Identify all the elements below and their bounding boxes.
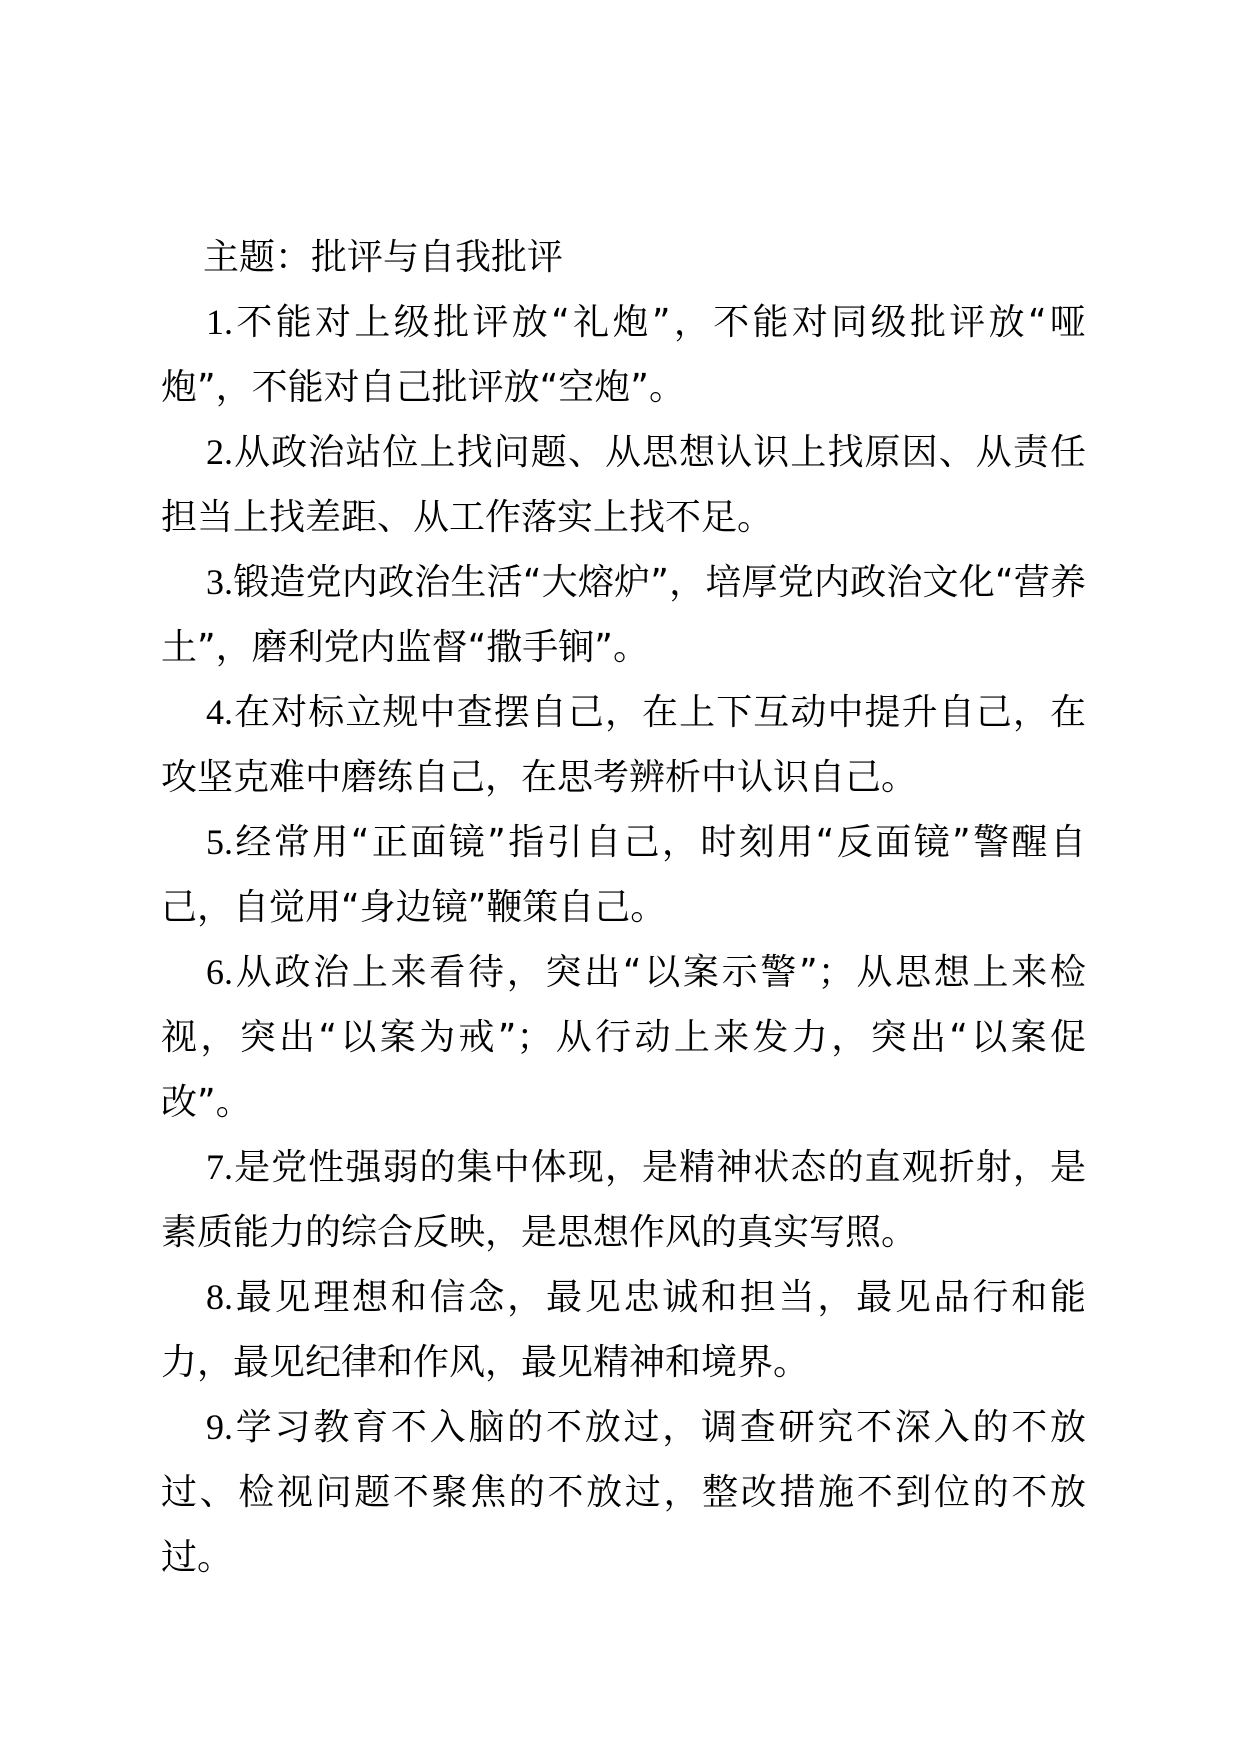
item-number: 5. xyxy=(206,822,233,862)
item-number: 8. xyxy=(206,1277,233,1317)
item-text: 在对标立规中查摆自己，在上下互动中提升自己，在攻坚克难中磨练自己，在思考辨析中认识自己。 xyxy=(161,692,1086,798)
list-item xyxy=(161,1135,1086,1265)
item-text: 从政治上来看待，突出“以案示警”；从思想上来检视，突出“以案为戒”；从行动上来发力，突出“以案促改”。 xyxy=(161,952,1086,1123)
item-text: 不能对上级批评放“礼炮”，不能对同级批评放“哑炮”，不能对自己批评放“空炮”。 xyxy=(161,302,1086,408)
list-item xyxy=(161,680,1086,810)
item-text: 学习教育不入脑的不放过，调查研究不深入的不放过、检视问题不聚焦的不放过，整改措施不到位的不放过。 xyxy=(161,1407,1086,1578)
item-number: 9. xyxy=(206,1407,233,1447)
item-text: 经常用“正面镜”指引自己，时刻用“反面镜”警醒自己，自觉用“身边镜”鞭策自己。 xyxy=(161,822,1086,928)
list-item xyxy=(161,1265,1086,1395)
item-number: 6. xyxy=(206,952,233,992)
item-text: 锻造党内政治生活“大熔炉”，培厚党内政治文化“营养土”，磨利党内监督“撒手锏”。 xyxy=(161,562,1086,668)
item-number: 4. xyxy=(206,692,233,732)
list-item xyxy=(161,290,1086,420)
item-number: 1. xyxy=(206,302,233,342)
item-text: 最见理想和信念，最见忠诚和担当，最见品行和能力，最见纪律和作风，最见精神和境界。 xyxy=(161,1277,1086,1383)
list-item xyxy=(161,550,1086,680)
item-number: 7. xyxy=(206,1147,233,1187)
item-number: 2. xyxy=(206,432,233,472)
item-number: 3. xyxy=(206,562,233,602)
document-title: 主题：批评与自我批评 xyxy=(203,237,564,278)
document-body xyxy=(161,225,1086,1590)
list-item xyxy=(161,1395,1086,1590)
list-item xyxy=(161,420,1086,550)
list-item xyxy=(161,940,1086,1135)
list-item xyxy=(161,810,1086,940)
item-text: 从政治站位上找问题、从思想认识上找原因、从责任担当上找差距、从工作落实上找不足。 xyxy=(161,432,1086,538)
item-text: 是党性强弱的集中体现，是精神状态的直观折射，是素质能力的综合反映，是思想作风的真实写照。 xyxy=(161,1147,1086,1253)
